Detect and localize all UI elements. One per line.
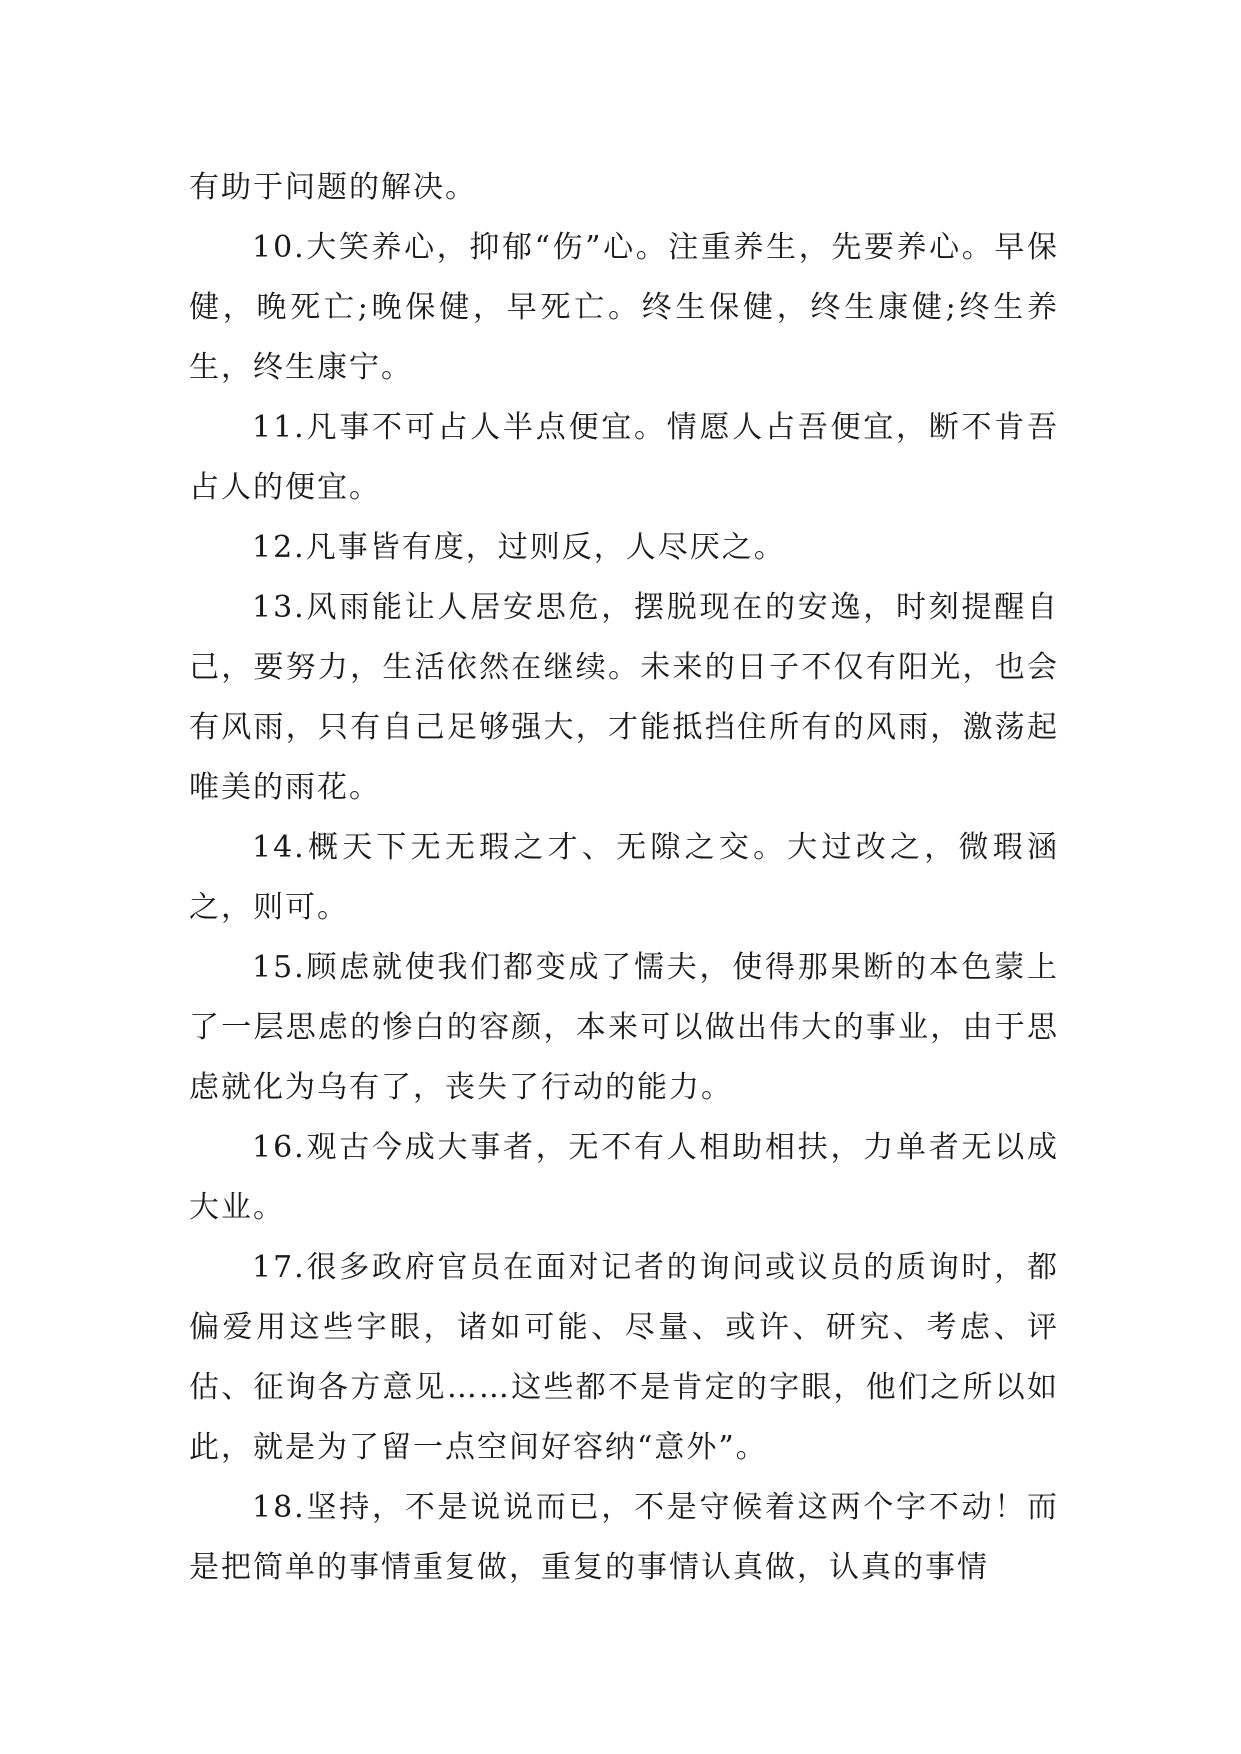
paragraph: 15.顾虑就使我们都变成了懦夫，使得那果断的本色蒙上了一层思虑的惨白的容颜，本来可以做出伟大的事业，由于思虑就化为乌有了，丧失了行动的能力。 — [189, 950, 1059, 1105]
paragraph: 17.很多政府官员在面对记者的询问或议员的质询时，都偏爱用这些字眼，诸如可能、尽量、或许、研究、考虑、评估、征询各方意见……这些都不是肯定的字眼，他们之所以如此，就是为了留一点空间好容纳“意外”。 — [189, 1250, 1059, 1465]
paragraph: 16.观古今成大事者，无不有人相助相扶，力单者无以成大业。 — [189, 1130, 1059, 1225]
paragraph: 18.坚持，不是说说而已，不是守候着这两个字不动！而是把简单的事情重复做，重复的事情认真做，认真的事情 — [189, 1490, 1059, 1585]
document-body — [189, 158, 1059, 1598]
paragraph: 有助于问题的解决。 — [189, 170, 477, 205]
paragraph: 13.风雨能让人居安思危，摆脱现在的安逸，时刻提醒自己，要努力，生活依然在继续。未来的日子不仅有阳光，也会有风雨，只有自己足够强大，才能抵挡住所有的风雨，激荡起唯美的雨花。 — [189, 590, 1059, 805]
paragraph: 14.概天下无无瑕之才、无隙之交。大过改之，微瑕涵之，则可。 — [189, 830, 1059, 925]
paragraph: 11.凡事不可占人半点便宜。情愿人占吾便宜，断不肯吾占人的便宜。 — [189, 410, 1059, 505]
paragraph: 12.凡事皆有度，过则反，人尽厌之。 — [252, 530, 786, 565]
paragraph: 10.大笑养心，抑郁“伤”心。注重养生，先要养心。早保健，晚死亡;晚保健，早死亡。终生保健，终生康健;终生养生，终生康宁。 — [189, 230, 1059, 385]
